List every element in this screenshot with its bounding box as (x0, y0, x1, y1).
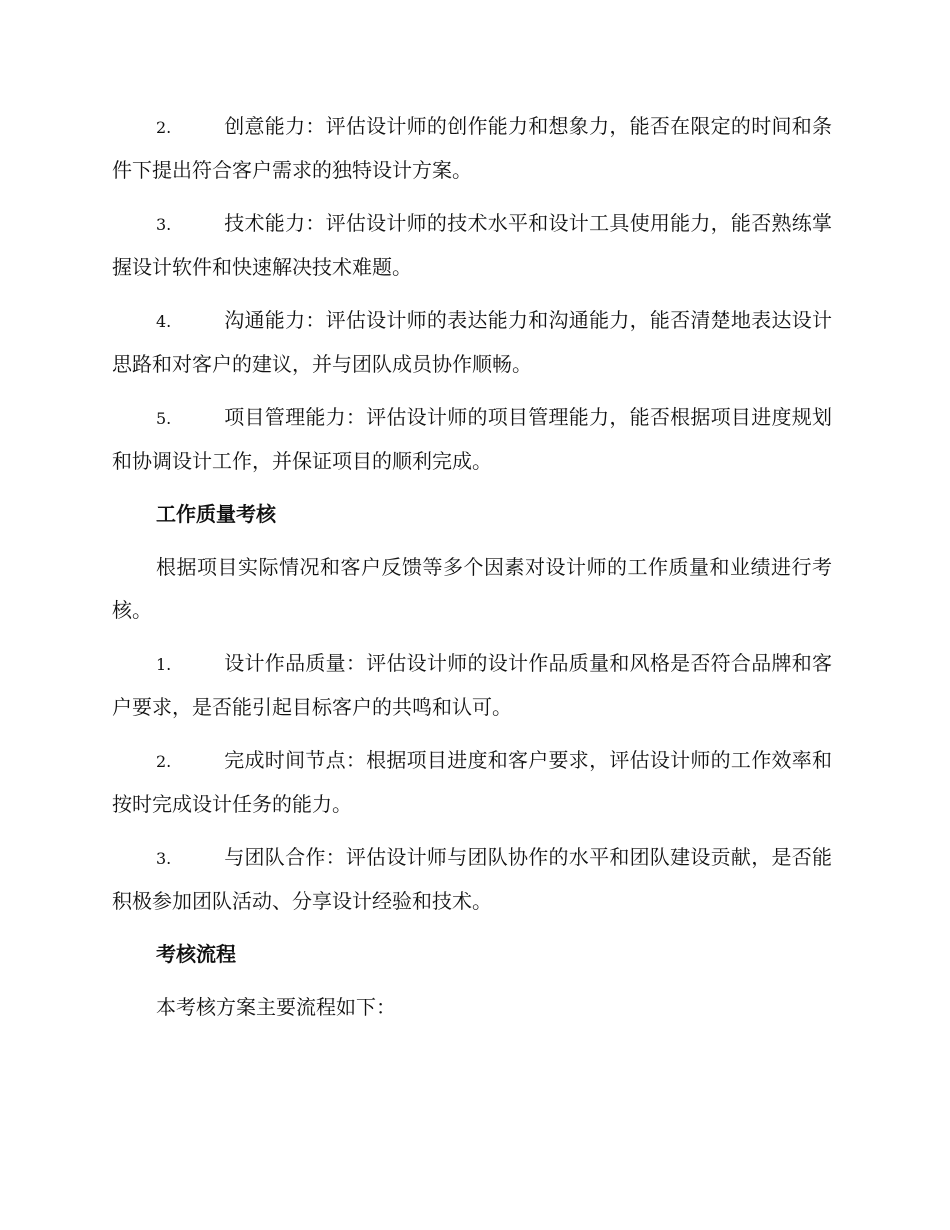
list-item (112, 396, 832, 483)
list-text: 沟通能力：评估设计师的表达能力和沟通能力，能否清楚地表达设计思路和对客户的建议，并与团队成员协作顺畅。 (112, 308, 832, 376)
document-body (112, 105, 832, 1039)
list-number: 2. (156, 752, 172, 771)
list-number: 2. (156, 118, 172, 137)
list-text: 与团队合作：评估设计师与团队协作的水平和团队建设贡献，是否能积极参加团队活动、分享设计经验和技术。 (112, 845, 832, 913)
list-item (112, 105, 832, 192)
list-item (112, 642, 832, 729)
list-number: 3. (156, 215, 172, 234)
list-number: 3. (156, 849, 172, 868)
list-text: 项目管理能力：评估设计师的项目管理能力，能否根据项目进度规划和协调设计工作，并保证项目的顺利完成。 (112, 405, 832, 473)
section-heading-quality: 工作质量考核 (156, 502, 276, 526)
list-text: 完成时间节点：根据项目进度和客户要求，评估设计师的工作效率和按时完成设计任务的能力。 (112, 748, 832, 816)
paragraph-process: 本考核方案主要流程如下： (156, 995, 396, 1019)
section-heading-process: 考核流程 (156, 942, 236, 966)
list-text: 设计作品质量：评估设计师的设计作品质量和风格是否符合品牌和客户要求，是否能引起目标客户的共鸣和认可。 (112, 651, 832, 719)
list-item (112, 202, 832, 289)
list-item (112, 836, 832, 923)
list-item (112, 739, 832, 826)
paragraph-quality: 根据项目实际情况和客户反馈等多个因素对设计师的工作质量和业绩进行考核。 (112, 555, 832, 622)
list-text: 创意能力：评估设计师的创作能力和想象力，能否在限定的时间和条件下提出符合客户需求的独特设计方案。 (112, 114, 832, 182)
list-number: 5. (156, 409, 172, 428)
list-number: 1. (156, 655, 172, 674)
list-text: 技术能力：评估设计师的技术水平和设计工具使用能力，能否熟练掌握设计软件和快速解决技术难题。 (112, 211, 832, 279)
list-item (112, 299, 832, 386)
list-number: 4. (156, 312, 172, 331)
